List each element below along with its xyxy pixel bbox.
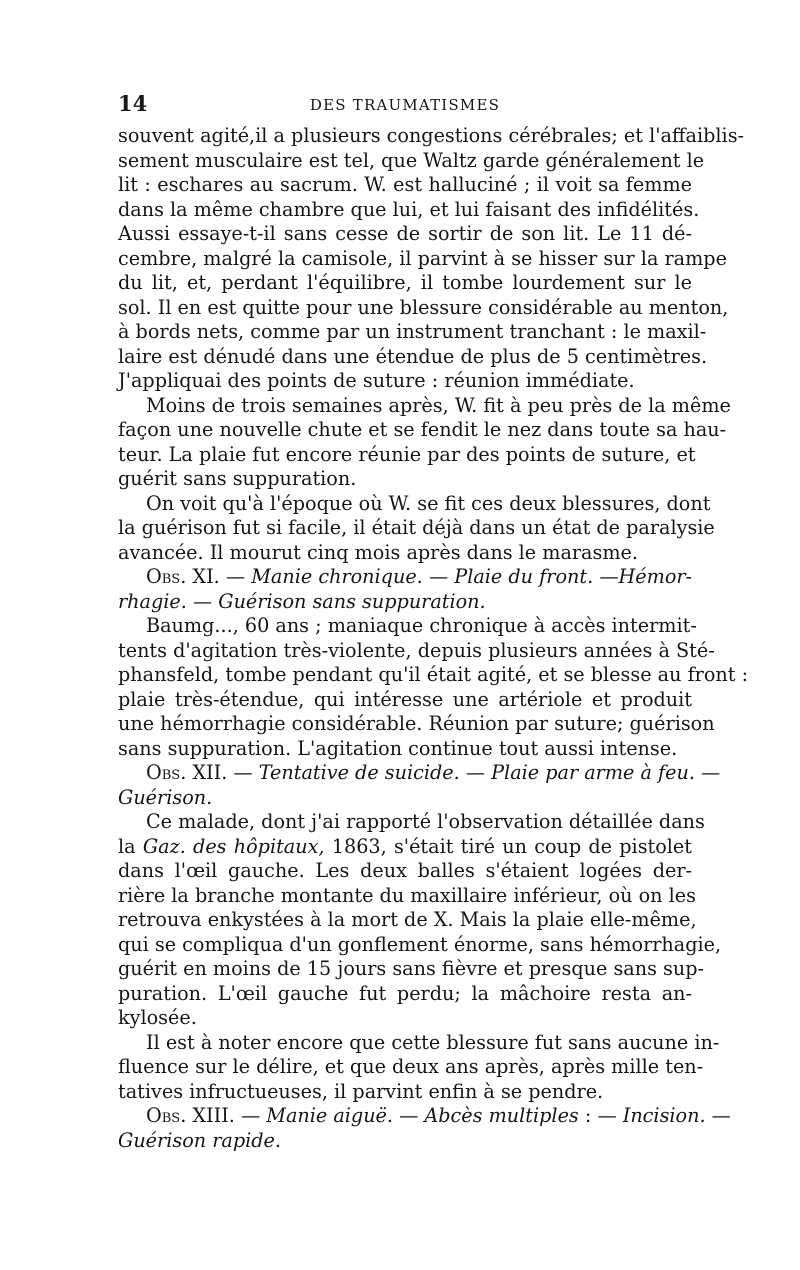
text-line: à bords nets, comme par un instrument tranchant : le maxil- — [118, 320, 707, 343]
text-line: souvent agité,il a plusieurs congestions cérébrales; et l'affaiblis- — [118, 124, 745, 147]
text-line: Il est à noter encore que cette blessure fut sans aucune in- — [146, 1030, 720, 1054]
text-line: sans suppuration. L'agitation continue tout aussi intense. — [118, 736, 678, 760]
text-line: Moins de trois semaines après, W. fit à peu près de la même — [146, 393, 731, 417]
text-line: laire est dénudé dans une étendue de plus de 5 centimètres. — [118, 344, 708, 368]
page-header — [118, 92, 692, 116]
text-line: avancée. Il mourut cinq mois après dans le marasme. — [118, 540, 638, 564]
text-line: teur. La plaie fut encore réunie par des points de suture, et — [118, 442, 696, 466]
body-text — [118, 124, 749, 1153]
text-line: sement musculaire est tel, que Waltz garde généralement le — [118, 148, 705, 172]
text-line: fluence sur le délire, et que deux ans après, après mille ten- — [118, 1055, 704, 1078]
text-line: puration. L'œil gauche fut perdu; la mâchoire resta an- — [118, 981, 692, 1005]
text-line: sol. Il en est quitte pour une blessure considérable au menton, — [118, 295, 729, 319]
text-line: lit : eschares au sacrum. W. est halluciné ; il voit sa femme — [118, 173, 692, 196]
observation-label: Obs. XIII. — [146, 1104, 235, 1127]
text-line: rière la branche montante du maxillaire inférieur, où on les — [118, 883, 696, 907]
text-line: dans la même chambre que lui, et lui faisant des infidélités. — [118, 197, 700, 221]
text-line: façon une nouvelle chute et se fendit le nez dans toute sa hau- — [118, 418, 727, 441]
observation-heading-cont: Guérison rapide. — [118, 1128, 281, 1152]
text-line: phansfeld, tombe pendant qu'il était agité, et se blesse au front : — [118, 663, 749, 686]
text-line: retrouva enkystées à la mort de X. Mais la plaie elle-même, — [118, 908, 697, 931]
observation-heading-cont: Guérison. — [118, 785, 213, 809]
observation-heading: Obs. XIII. — Manie aiguë. — Abcès multiples : — Incision. — — [146, 1104, 731, 1127]
observation-label: Obs. XI. — [146, 565, 220, 588]
text-line: cembre, malgré la camisole, il parvint à se hisser sur la rampe — [118, 246, 727, 270]
text-line: guérit sans suppuration. — [118, 467, 357, 490]
text-line: dans l'œil gauche. Les deux balles s'étaient logées der- — [118, 859, 692, 882]
text-line: tents d'agitation très-violente, depuis plusieurs années à Sté- — [118, 638, 715, 662]
text-line: kylosée. — [118, 1006, 197, 1029]
running-title: DES TRAUMATISMES — [309, 96, 501, 114]
observation-heading-cont: rhagie. — Guérison sans suppuration. — [118, 589, 486, 613]
text-line: la guérison fut si facile, il était déjà dans un état de paralysie — [118, 516, 715, 539]
observation-label: Obs. XII. — [146, 761, 228, 784]
text-line: qui se compliqua d'un gonflement énorme, sans hémorrhagie, — [118, 932, 722, 956]
text-line: une hémorrhagie considérable. Réunion par suture; guérison — [118, 712, 715, 735]
text-line: On voit qu'à l'époque où W. se fit ces deux blessures, dont — [146, 491, 711, 515]
journal-citation: Gaz. des hôpitaux, — [142, 834, 325, 858]
text-line: Baumg..., 60 ans ; maniaque chronique à accès intermit- — [146, 614, 697, 637]
text-line: du lit, et, perdant l'équilibre, il tombe lourdement sur le — [118, 271, 692, 294]
observation-heading: Obs. XII. — Tentative de suicide. — Plaie par arme à feu. — — [146, 761, 721, 784]
page-number: 14 — [118, 91, 148, 116]
text-line: Aussi essaye-t-il sans cesse de sortir de son lit. Le 11 dé- — [118, 222, 692, 245]
text-line: la Gaz. des hôpitaux, 1863, s'était tiré un coup de pistolet — [118, 834, 693, 858]
text-line: J'appliquai des points de suture : réunion immédiate. — [118, 369, 635, 392]
observation-heading: Obs. XI. — Manie chronique. — Plaie du front. —Hémor- — [146, 565, 693, 588]
text-line: guérit en moins de 15 jours sans fièvre et presque sans sup- — [118, 957, 705, 980]
text-line: tatives infructueuses, il parvint enfin à se pendre. — [118, 1079, 604, 1103]
text-line: plaie très-étendue, qui intéresse une artériole et produit — [118, 687, 692, 711]
text-line: Ce malade, dont j'ai rapporté l'observation détaillée dans — [146, 810, 705, 833]
